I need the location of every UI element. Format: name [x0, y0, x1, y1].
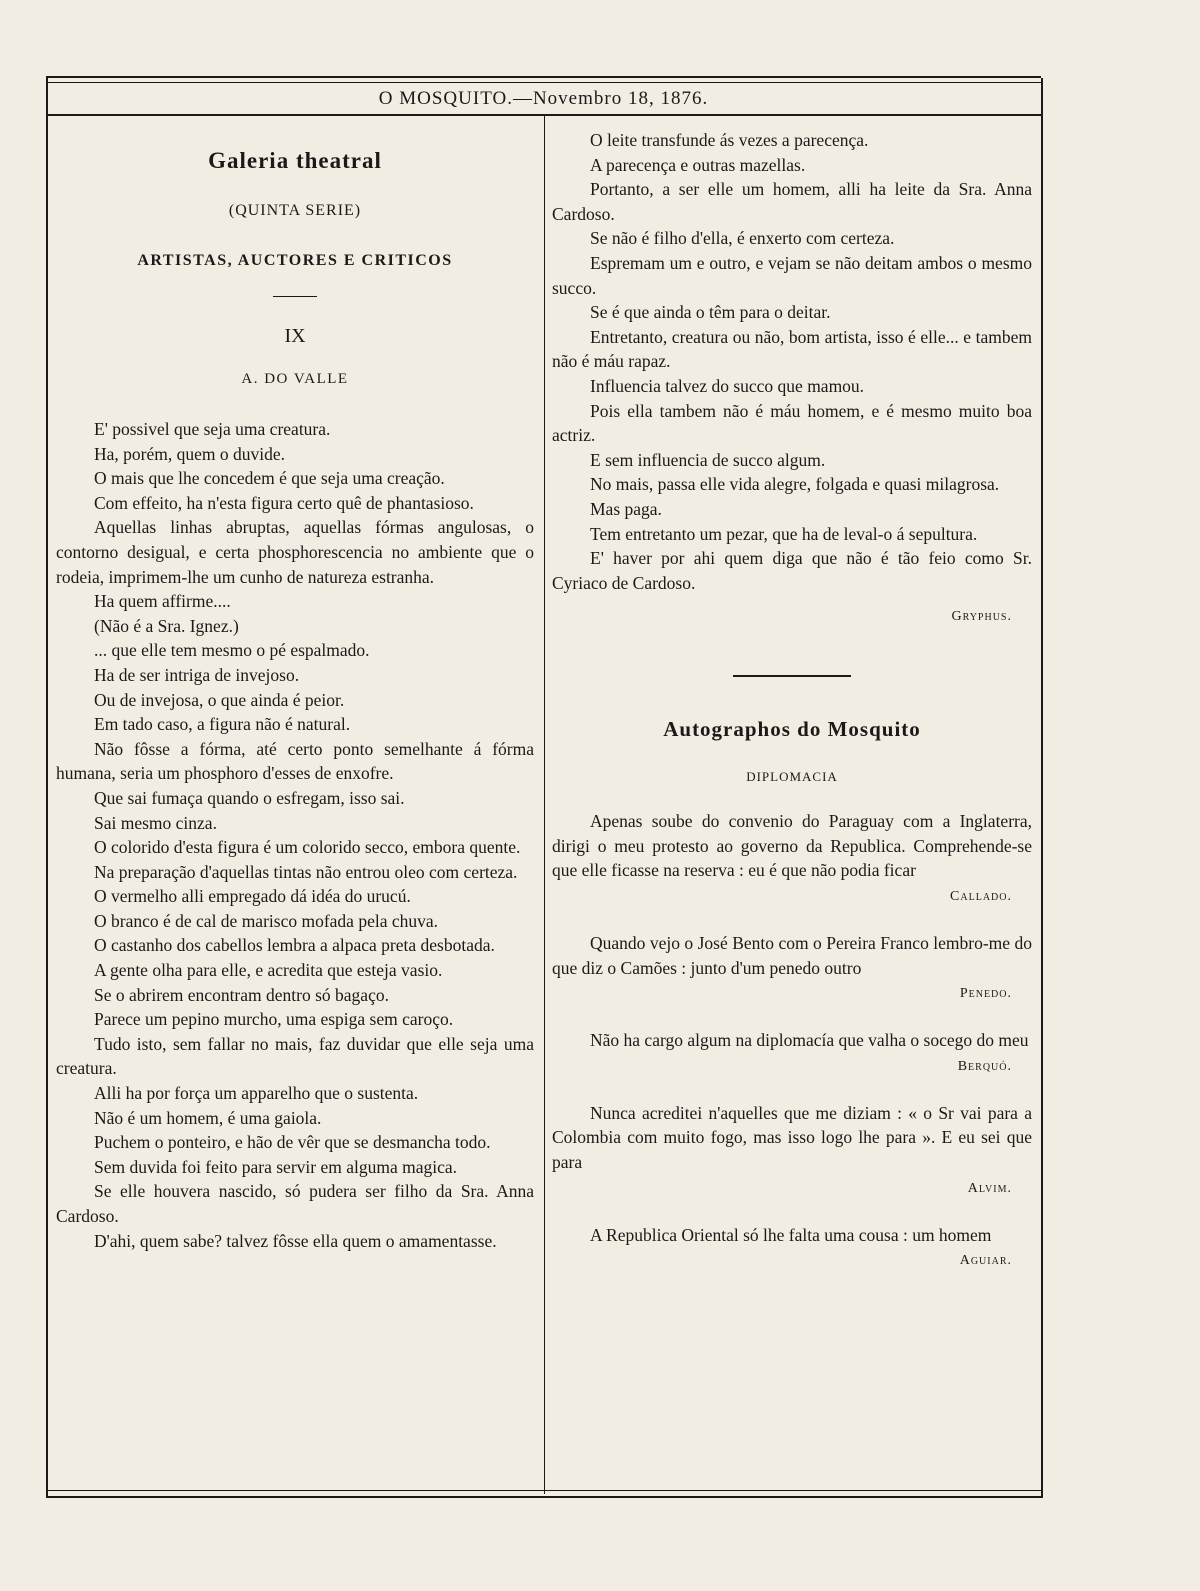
- autograph-signature: Penedo.: [959, 986, 1012, 1002]
- paragraph: Mas paga.: [590, 498, 662, 519]
- paragraph: Ha quem affirme....: [94, 591, 231, 612]
- section-label: ARTISTAS, AUCTORES E CRITICOS: [137, 252, 453, 269]
- autograph-entry: [552, 1223, 1032, 1276]
- autograph-signature: Aguiar.: [959, 1253, 1012, 1269]
- paragraph: Sem duvida foi feito para servir em alguma magica.: [94, 1156, 457, 1177]
- paragraph: Sai mesmo cinza.: [94, 812, 217, 833]
- autograph-entry: [552, 1028, 1032, 1081]
- chapter-numeral: IX: [284, 325, 306, 347]
- paragraph: Entretanto, creatura ou não, bom artista, isso é elle... e tambem não é máu rapaz.: [552, 326, 1032, 372]
- paragraph: Tudo isto, sem fallar no mais, faz duvidar que elle seja uma creatura.: [56, 1033, 534, 1079]
- paragraph: Não fôsse a fórma, até certo ponto semelhante á fórma humana, seria um phosphoro d'esses de enxofre.: [56, 738, 534, 784]
- autograph-entry: [552, 931, 1032, 1008]
- right-article-body: [552, 128, 1032, 595]
- bottom-rule-thin: [46, 1490, 1041, 1491]
- paragraph: E sem influencia de succo algum.: [590, 449, 826, 470]
- section-subtitle: DIPLOMACIA: [746, 769, 838, 785]
- paragraph: Ou de invejosa, o que ainda é peior.: [94, 689, 345, 710]
- paragraph: E' possivel que seja uma creatura.: [94, 419, 331, 439]
- subject-name: A. DO VALLE: [241, 371, 349, 387]
- paragraph: D'ahi, quem sabe? talvez fôsse ella quem o amamentasse.: [94, 1230, 497, 1251]
- column-divider: [544, 116, 545, 1494]
- paragraph: Puchem o ponteiro, e hão de vêr que se desmancha todo.: [94, 1132, 491, 1153]
- paragraph: Pois ella tambem não é máu homem, e é mesmo muito boa actriz.: [552, 400, 1032, 446]
- paragraph: O colorido d'esta figura é um colorido secco, embora quente.: [94, 837, 521, 858]
- paragraph: Com effeito, ha n'esta figura certo quê de phantasioso.: [94, 492, 474, 513]
- paragraph: Ha de ser intriga de invejoso.: [94, 664, 300, 685]
- paragraph: Em tado caso, a figura não é natural.: [94, 714, 351, 735]
- left-article-body: [56, 417, 534, 1253]
- paragraph: Se o abrirem encontram dentro só bagaço.: [94, 984, 389, 1005]
- paragraph: O branco é de cal de marisco mofada pela chuva.: [94, 910, 439, 931]
- short-rule: [273, 296, 317, 297]
- article-signature: Gryphus.: [951, 609, 1012, 625]
- bottom-rule: [46, 1496, 1041, 1498]
- autograph-signature: Alvim.: [967, 1180, 1012, 1196]
- autographs-list: [552, 809, 1032, 1275]
- paragraph: Aquellas linhas abruptas, aquellas fórmas angulosas, o contorno desigual, e certa phosphorescencia no ambiente que o rodeia, imprimem-lhe um cunho de natureza estranha.: [56, 517, 534, 587]
- paragraph: O vermelho alli empregado dá idéa do urucú.: [94, 886, 411, 907]
- paragraph: ... que elle tem mesmo o pé espalmado.: [94, 640, 370, 661]
- paragraph: Portanto, a ser elle um homem, alli ha leite da Sra. Anna Cardoso.: [552, 179, 1032, 224]
- paragraph: O castanho dos cabellos lembra a alpaca preta desbotada.: [94, 935, 495, 956]
- paragraph: Parece um pepino murcho, uma espiga sem caroço.: [94, 1009, 454, 1030]
- section-title: Autographos do Mosquito: [663, 717, 921, 742]
- left-column: [56, 120, 534, 1253]
- autograph-text: Quando vejo o José Bento com o Pereira Franco lembro-me do que diz o Camões : junto d'um penedo outro: [552, 933, 1032, 978]
- article-title: Galeria theatral: [208, 148, 382, 173]
- page-header: O MOSQUITO.—Novembro 18, 1876.: [378, 88, 709, 109]
- paragraph: Alli ha por força um apparelho que o sustenta.: [94, 1083, 419, 1104]
- paragraph: Espremam um e outro, e vejam se não deitam ambos o mesmo succo.: [552, 252, 1032, 298]
- paragraph: Não é um homem, é uma gaiola.: [94, 1107, 322, 1128]
- autograph-text: A Republica Oriental só lhe falta uma cousa : um homem: [590, 1224, 992, 1245]
- paragraph: Influencia talvez do succo que mamou.: [590, 375, 865, 396]
- autograph-signature: Berquó.: [957, 1058, 1012, 1074]
- paragraph: Tem entretanto um pezar, que ha de leval-o á sepultura.: [590, 523, 978, 544]
- autograph-text: Não ha cargo algum na diplomacía que valha o socego do meu: [590, 1030, 1029, 1051]
- autograph-text: Apenas soube do convenio do Paraguay com a Inglaterra, dirigi o meu protesto ao governo da Republica. Comprehende-se que elle ficasse na reserva : eu é que não podia ficar: [552, 811, 1032, 881]
- series-label: (QUINTA SERIE): [228, 202, 362, 219]
- paragraph: A gente olha para elle, e acredita que esteja vasio.: [94, 960, 443, 981]
- paragraph: A parecença e outras mazellas.: [590, 154, 806, 175]
- paragraph: Ha, porém, quem o duvide.: [94, 443, 285, 464]
- paragraph: Na preparação d'aquellas tintas não entrou oleo com certeza.: [94, 861, 518, 882]
- autograph-signature: Callado.: [950, 889, 1012, 905]
- paragraph: Que sai fumaça quando o esfregam, isso sai.: [94, 787, 405, 808]
- paragraph: Se elle houvera nascido, só pudera ser filho da Sra. Anna Cardoso.: [56, 1181, 534, 1226]
- paragraph: O mais que lhe concedem é que seja uma creação.: [94, 468, 445, 489]
- paragraph: Se é que ainda o têm para o deitar.: [590, 302, 831, 323]
- section-rule: [733, 675, 851, 677]
- paragraph: (Não é a Sra. Ignez.): [94, 615, 239, 636]
- autograph-text: Nunca acreditei n'aquelles que me diziam : « o Sr vai para a Colombia com muito fogo, mas isso logo lhe para ». E eu sei que para: [552, 1102, 1032, 1173]
- right-column: [552, 120, 1032, 1275]
- autograph-entry: [552, 809, 1032, 911]
- paragraph: No mais, passa elle vida alegre, folgada e quasi milagrosa.: [590, 474, 1000, 495]
- autograph-entry: [552, 1101, 1032, 1203]
- paragraph: Se não é filho d'ella, é enxerto com certeza.: [590, 228, 895, 249]
- paragraph: E' haver por ahi quem diga que não é tão feio como Sr. Cyriaco de Cardoso.: [552, 548, 1032, 593]
- paragraph: O leite transfunde ás vezes a parecença.: [590, 130, 869, 150]
